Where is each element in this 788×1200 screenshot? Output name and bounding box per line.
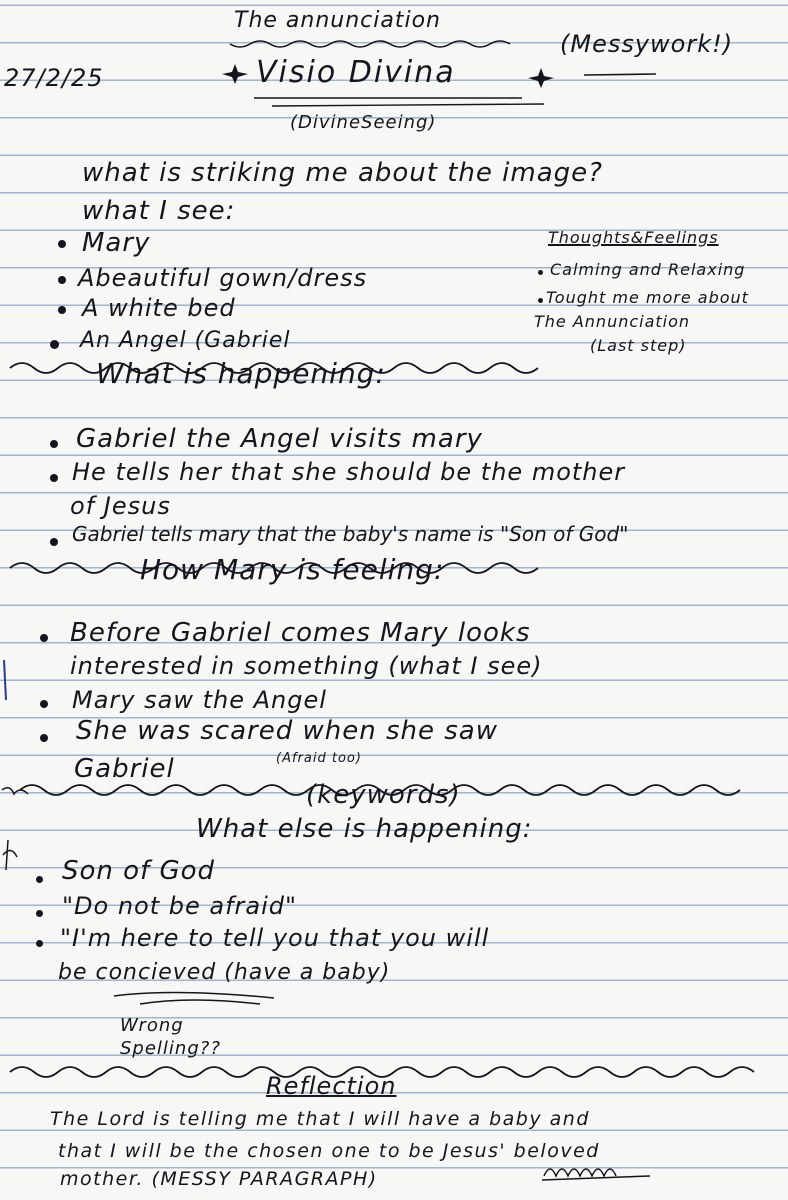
wrong-spelling-note: Wrong Spelling?? <box>120 1015 221 1060</box>
feeling-item: Before Gabriel comes Mary looks <box>70 618 531 648</box>
bullet <box>40 700 48 708</box>
date: 27/2/25 <box>4 64 104 92</box>
page-title: The annunciation <box>234 8 441 33</box>
prompt-question: what is striking me about the image? <box>82 158 603 188</box>
concieved-underline <box>110 990 310 1010</box>
keyword-item: be concieved (have a baby) <box>58 960 391 985</box>
subtitle-underline <box>252 92 552 112</box>
star-right-icon <box>526 66 556 90</box>
happening-item: of Jesus <box>70 492 171 520</box>
thought-item: Calming and Relaxing <box>550 260 746 279</box>
feeling-heading: How Mary is feeling: <box>140 553 445 586</box>
afraid-aside: (Afraid too) <box>276 751 362 766</box>
reflection-line: The Lord is telling me that I will have a baby and <box>50 1108 590 1130</box>
see-item: Abeautiful gown/dress <box>78 264 368 292</box>
see-item: An Angel (Gabriel <box>80 328 291 353</box>
bullet <box>58 276 66 284</box>
feeling-item: She was scared when she saw <box>76 716 498 746</box>
bullet <box>36 940 43 947</box>
feeling-item: interested in something (what I see) <box>70 652 543 680</box>
bullet <box>538 298 543 303</box>
reflection-line: that I will be the chosen one to be Jesus' beloved <box>58 1140 600 1162</box>
happening-item: He tells her that she should be the mother <box>72 458 626 486</box>
thought-item: (Last step) <box>590 336 687 355</box>
bullet <box>50 538 58 546</box>
bullet <box>538 270 543 275</box>
keyword-item: Son of God <box>62 856 216 886</box>
keyword-item: "I'm here to tell you that you will <box>60 924 490 952</box>
note-underline <box>582 70 662 80</box>
thoughts-heading: Thoughts&Feelings <box>548 228 719 247</box>
thought-item: The Annunciation <box>534 312 691 331</box>
bullet <box>40 634 48 642</box>
reflection-heading: Reflection <box>266 1072 397 1100</box>
star-left-icon <box>220 62 250 86</box>
bullet <box>40 734 48 742</box>
happening-heading: What is happening: <box>96 357 386 390</box>
bullet <box>50 440 58 448</box>
bullet <box>58 240 66 248</box>
divine-seeing-translation: (DivineSeeing) <box>290 112 437 133</box>
bullet <box>36 910 43 917</box>
scribble-mark <box>540 1158 660 1188</box>
happening-item: Gabriel tells mary that the baby's name is "Son of God" <box>72 522 629 546</box>
reflection-line: mother. (MESSY PARAGRAPH) <box>60 1168 378 1190</box>
subtitle-visio-divina: Visio Divina <box>256 55 456 90</box>
what-i-see-heading: what I see: <box>82 196 236 226</box>
feeling-item: Gabriel <box>74 754 175 784</box>
feeling-item: Mary saw the Angel <box>72 686 327 714</box>
bullet <box>58 306 66 314</box>
else-happening-heading: What else is happening: <box>196 814 533 844</box>
title-squiggle <box>228 36 528 56</box>
messy-work-note: (Messywork!) <box>560 30 734 58</box>
thought-item: Tought me more about <box>546 288 749 307</box>
keyword-item: "Do not be afraid" <box>62 892 298 920</box>
see-item: Mary <box>82 228 151 258</box>
left-margin-marks <box>0 0 30 1200</box>
bullet <box>36 876 43 883</box>
bullet <box>50 474 58 482</box>
see-item: A white bed <box>82 294 236 322</box>
keywords-label: (keywords) <box>306 780 461 810</box>
happening-item: Gabriel the Angel visits mary <box>76 424 483 454</box>
